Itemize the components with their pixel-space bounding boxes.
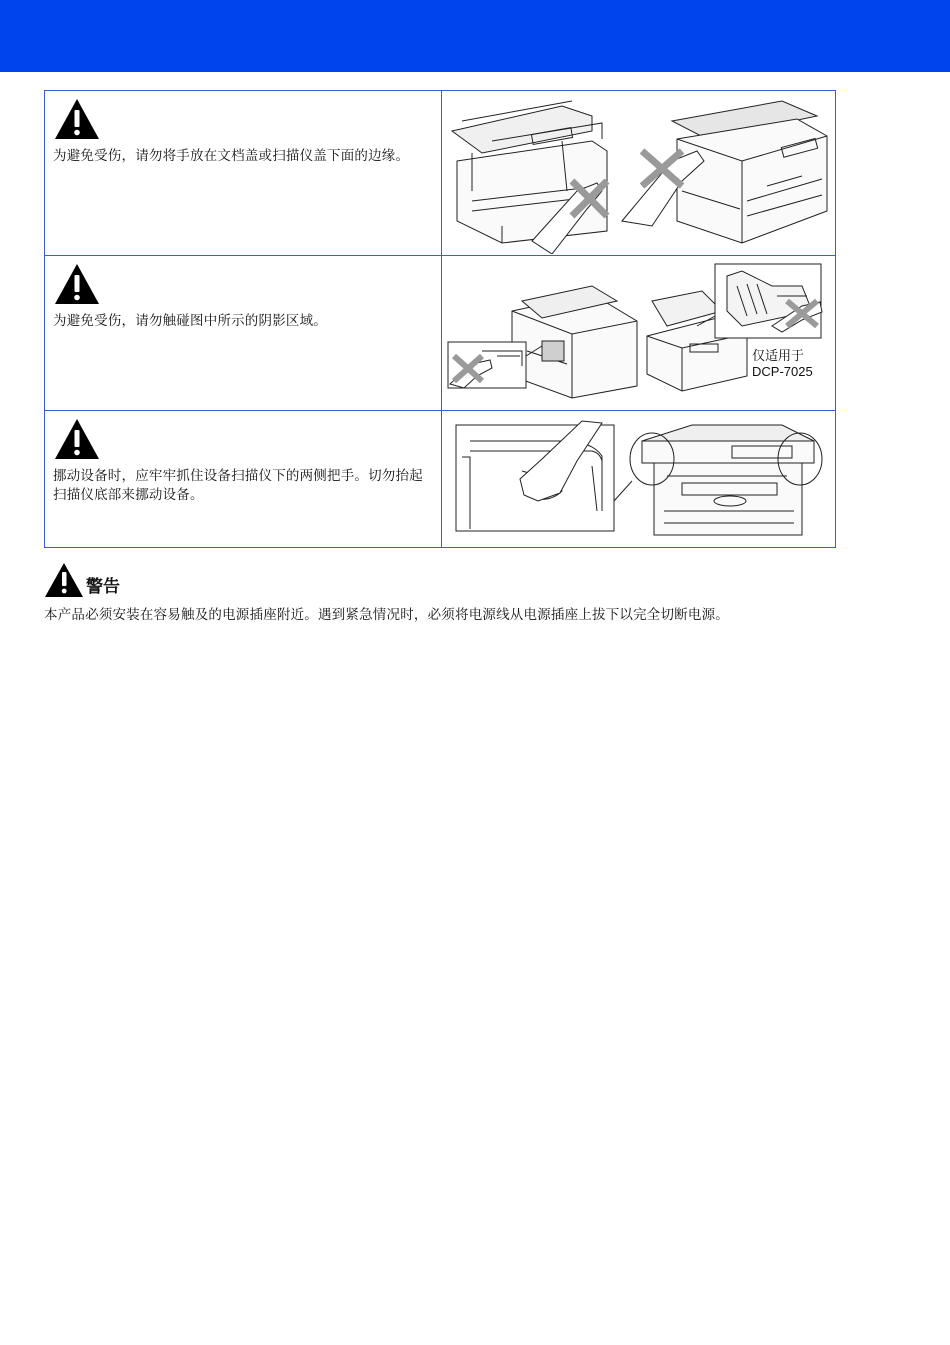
warning-heading: [44, 562, 844, 598]
caution-triangle-icon: [53, 417, 101, 461]
warning-text: 本产品必须安装在容易触及的电源插座附近。遇到紧急情况时，必须将电源线从电源插座上拔下以完全切断电源。: [44, 607, 729, 623]
header-bar: [0, 0, 950, 72]
caution-triangle-icon: [53, 97, 101, 141]
scanner-cover-illustration: [442, 91, 835, 255]
model-note: 仅适用于 DCP-7025: [752, 348, 813, 379]
warning-triangle-icon: [44, 562, 84, 598]
caution-text: 为避免受伤，请勿触碰图中所示的阴影区域。: [53, 313, 327, 329]
warning-title: 警告: [86, 577, 120, 597]
caution-text-cell: [45, 256, 442, 410]
caution-row: [45, 410, 835, 547]
warning-section: [44, 562, 844, 624]
carry-handles-illustration: [442, 411, 835, 547]
caution-text-cell: [45, 91, 442, 255]
caution-triangle-icon: [53, 262, 101, 306]
printer-rear-drawing: [442, 256, 835, 410]
caution-text: 挪动设备时，应牢牢抓住设备扫描仪下的两侧把手。切勿抬起扫描仪底部来挪动设备。: [53, 468, 423, 503]
printer-carry-drawing: [442, 411, 835, 547]
caution-row: [45, 255, 835, 410]
caution-table: [44, 90, 836, 548]
caution-text: 为避免受伤，请勿将手放在文档盖或扫描仪盖下面的边缘。: [53, 148, 410, 164]
caution-text-cell: [45, 411, 442, 547]
caution-row: [45, 91, 835, 255]
printer-open-cover-drawing: [442, 91, 835, 254]
shaded-area-illustration: [442, 256, 835, 410]
